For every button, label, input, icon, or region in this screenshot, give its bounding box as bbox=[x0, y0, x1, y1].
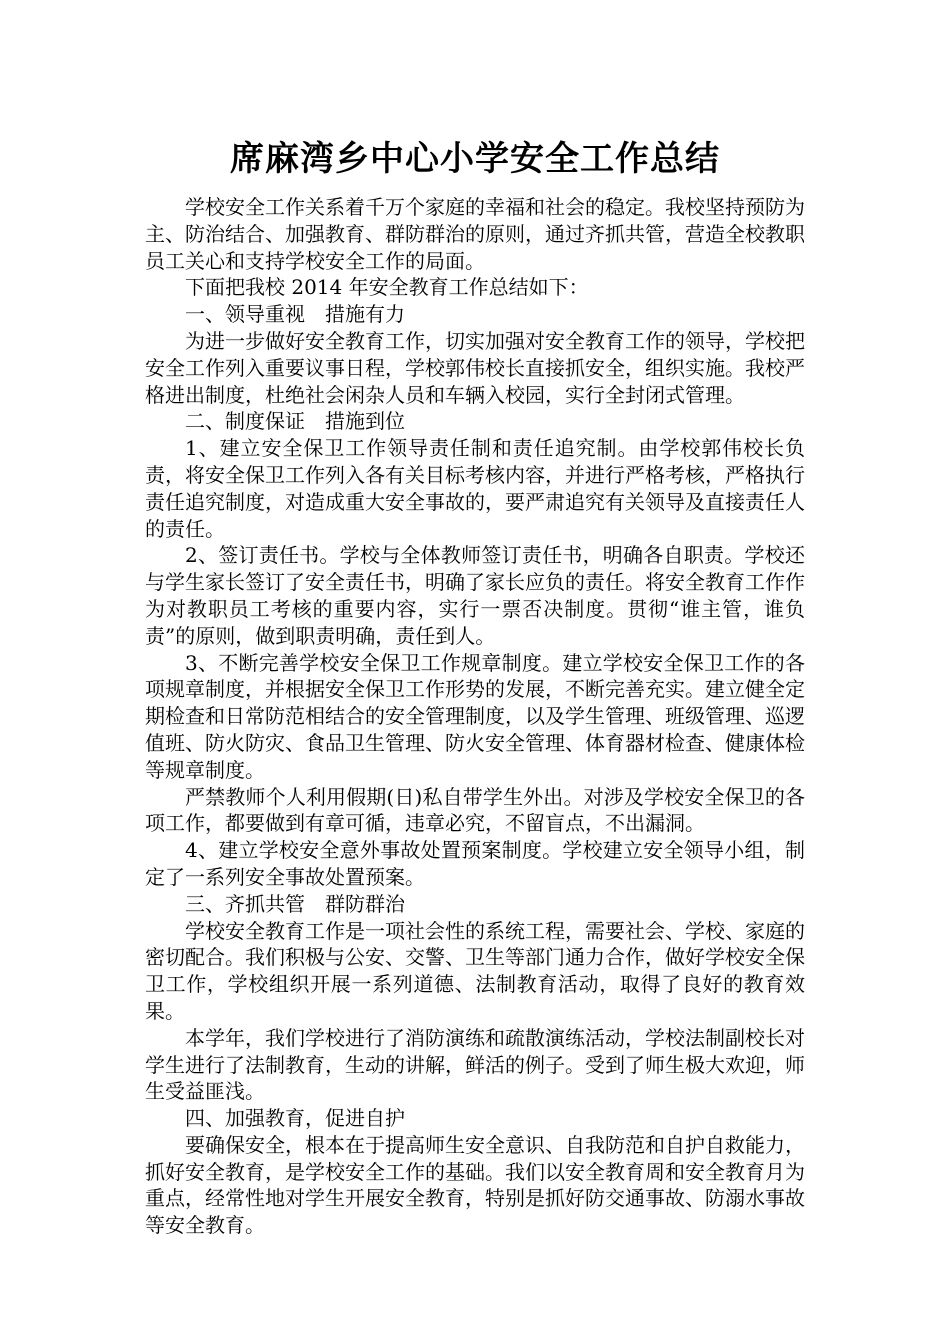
paragraph-emergency-plan: 4、建立学校安全意外事故处置预案制度。学校建立安全领导小组，制定了一系列安全事故处置预案。 bbox=[145, 838, 805, 889]
paragraph-cooperation: 学校安全教育工作是一项社会性的系统工程，需要社会、学校、家庭的密切配合。我们积极与公安、交警、卫生等部门通力合作，做好学校安全保卫工作，学校组织开展一系列道德、法制教育活动，取得了良好的教育效果。 bbox=[145, 918, 805, 1023]
paragraph-prohibition: 严禁教师个人利用假期(日)私自带学生外出。对涉及学校安全保卫的各项工作，都要做到有章可循，违章必究，不留盲点，不出漏洞。 bbox=[145, 784, 805, 836]
section-heading-3: 三、齐抓共管 群防群治 bbox=[185, 891, 405, 916]
document-body bbox=[145, 194, 805, 1239]
paragraph-intro: 学校安全工作关系着千万个家庭的幸福和社会的稳定。我校坚持预防为主、防治结合、加强教育、群防群治的原则，通过齐抓共管，营造全校教职员工关心和支持学校安全工作的局面。 bbox=[145, 195, 805, 273]
section-heading-2: 二、制度保证 措施到位 bbox=[185, 409, 405, 434]
paragraph-leadership: 为进一步做好安全教育工作，切实加强对安全教育工作的领导，学校把安全工作列入重要议事日程，学校郭伟校长直接抓安全，组织实施。我校严格进出制度，杜绝社会闲杂人员和车辆入校园，实行全封闭式管理。 bbox=[145, 328, 805, 407]
section-heading-1: 一、领导重视 措施有力 bbox=[185, 302, 405, 327]
paragraph-responsibility-letter: 2、签订责任书。学校与全体教师签订责任书，明确各自职责。学校还与学生家长签订了安全责任书，明确了家长应负的责任。将安全教育工作作为对教职员工考核的重要内容，实行一票否决制度。贯彻“谁主管，谁负责”的原则，做到职责明确，责任到人。 bbox=[145, 543, 805, 648]
document-title: 席麻湾乡中心小学安全工作总结 bbox=[230, 139, 720, 179]
paragraph-regulations: 3、不断完善学校安全保卫工作规章制度。建立学校安全保卫工作的各项规章制度，并根据安全保卫工作形势的发展，不断完善充实。建立健全定期检查和日常防范相结合的安全管理制度，以及学生管理、班级管理、巡逻值班、防火防灾、食品卫生管理、防火安全管理、体育器材检查、健康体检等规章制度。 bbox=[145, 650, 805, 782]
paragraph-safety-education: 要确保安全，根本在于提高师生安全意识、自我防范和自护自救能力，抓好安全教育，是学校安全工作的基础。我们以安全教育周和安全教育月为重点，经常性地对学生开展安全教育，特别是抓好防交通事故、防溺水事故等安全教育。 bbox=[145, 1132, 805, 1238]
paragraph-summary-lead: 下面把我校 2014 年安全教育工作总结如下： bbox=[185, 275, 589, 300]
section-heading-4: 四、加强教育，促进自护 bbox=[185, 1106, 405, 1131]
paragraph-drills: 本学年，我们学校进行了消防演练和疏散演练活动，学校法制副校长对学生进行了法制教育，生动的讲解，鲜活的例子。受到了师生极大欢迎，师生受益匪浅。 bbox=[145, 1025, 805, 1104]
paragraph-responsibility-system: 1、建立安全保卫工作领导责任制和责任追究制。由学校郭伟校长负责，将安全保卫工作列入各有关目标考核内容，并进行严格考核，严格执行责任追究制度，对造成重大安全事故的，要严肃追究有关领导及直接责任人的责任。 bbox=[145, 436, 805, 541]
